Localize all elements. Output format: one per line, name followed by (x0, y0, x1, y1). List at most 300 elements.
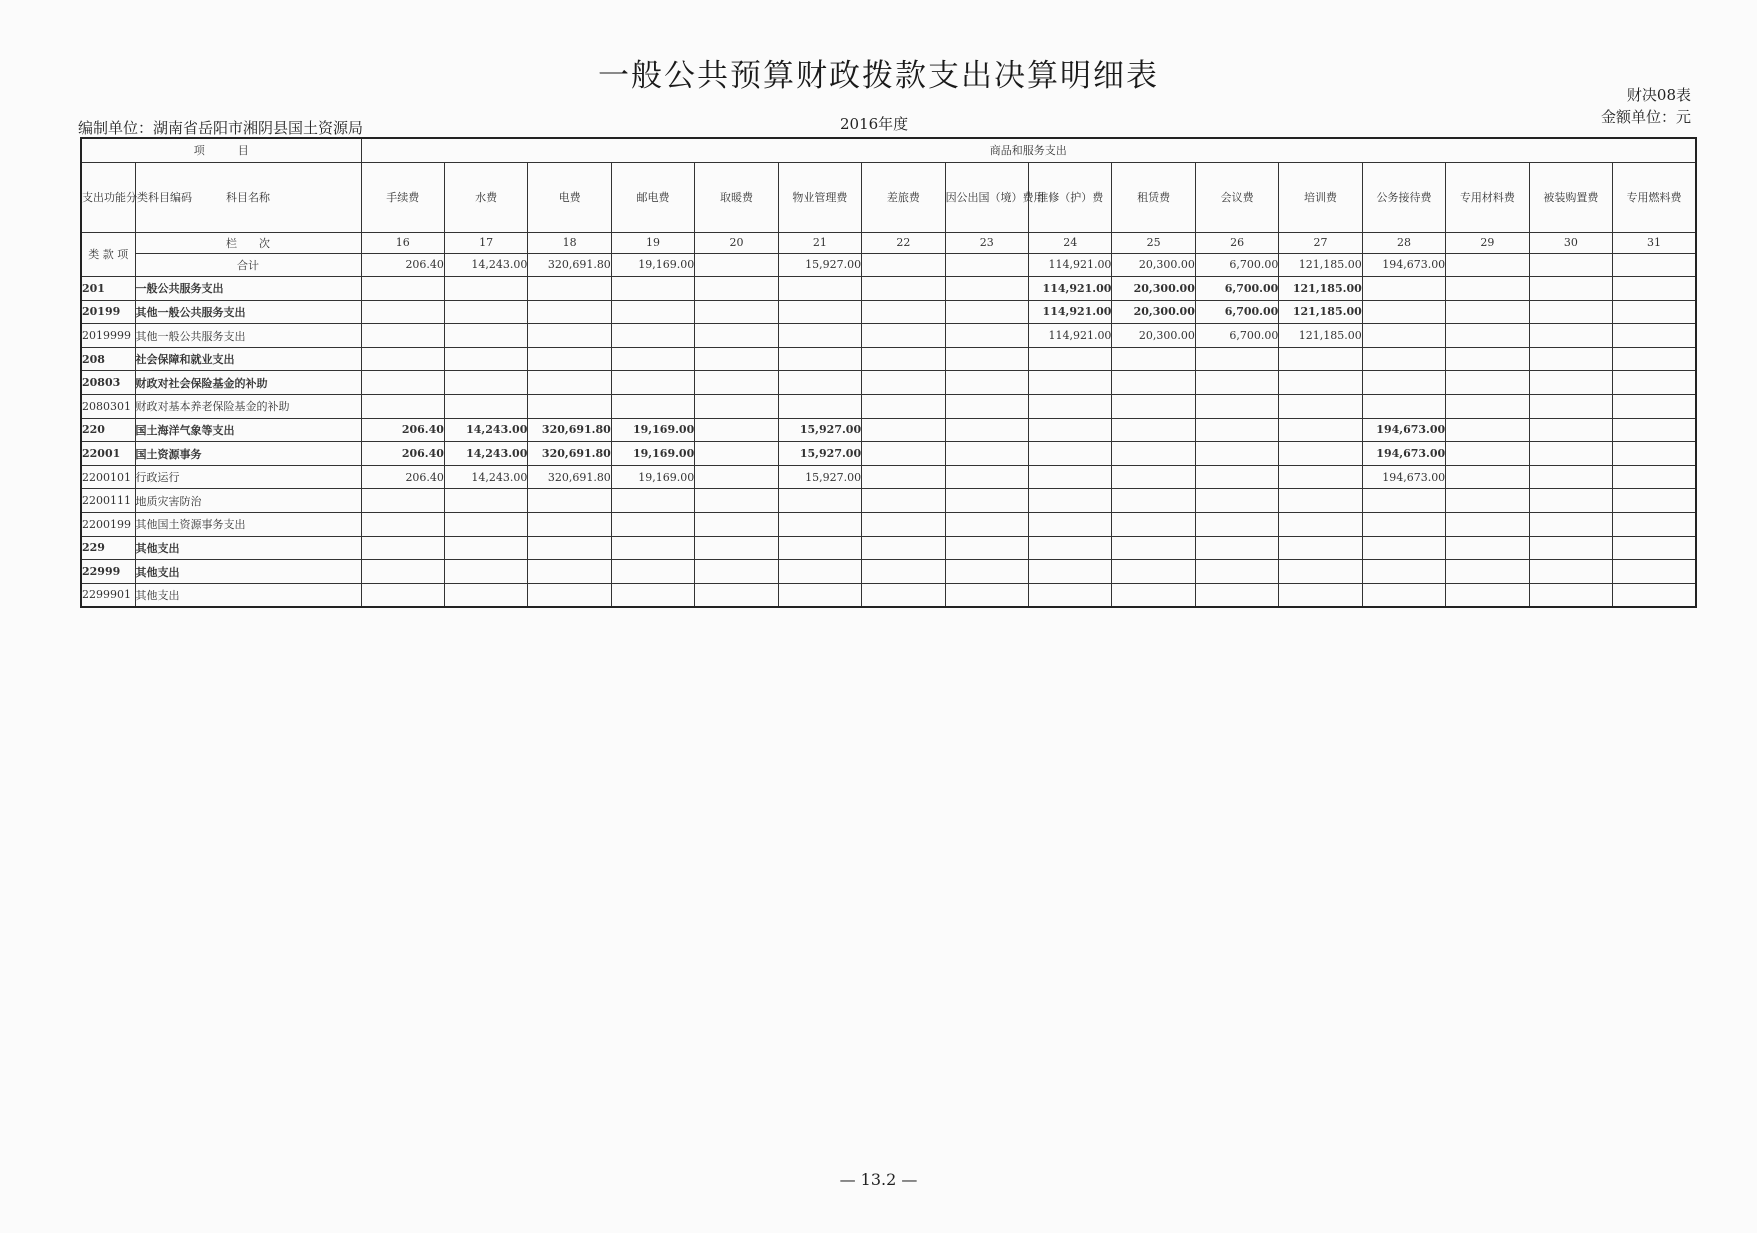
header-row-group (81, 138, 1696, 162)
column-header: 物业管理费 (778, 162, 861, 232)
header-code-label: 支出功能分类科目编码 (81, 162, 135, 232)
row-cell (1529, 277, 1612, 301)
table-row (81, 513, 1696, 537)
row-cell (444, 583, 527, 607)
row-name: 国土资源事务 (135, 442, 361, 466)
row-name: 行政运行 (135, 465, 361, 489)
row-cell (1362, 536, 1445, 560)
row-name: 其他支出 (135, 536, 361, 560)
row-cell (1279, 395, 1362, 419)
total-cell (862, 253, 945, 277)
header-lanci: 栏 次 (135, 232, 361, 253)
row-cell (444, 395, 527, 419)
row-cell: 19,169.00 (611, 465, 694, 489)
row-code: 2200199 (81, 513, 135, 537)
total-cell: 206.40 (361, 253, 444, 277)
row-cell (361, 536, 444, 560)
total-cell: 121,185.00 (1279, 253, 1362, 277)
column-number: 18 (528, 232, 611, 253)
row-cell (862, 560, 945, 584)
column-number: 24 (1029, 232, 1112, 253)
row-name: 地质灾害防治 (135, 489, 361, 513)
column-header: 手续费 (361, 162, 444, 232)
row-cell (528, 583, 611, 607)
column-header: 水费 (444, 162, 527, 232)
row-cell (444, 536, 527, 560)
row-cell (945, 465, 1028, 489)
row-cell (1529, 300, 1612, 324)
row-cell: 114,921.00 (1029, 277, 1112, 301)
row-name: 财政对基本养老保险基金的补助 (135, 395, 361, 419)
row-cell (361, 560, 444, 584)
row-cell (1112, 513, 1195, 537)
row-cell (1446, 583, 1529, 607)
row-cell (528, 513, 611, 537)
table-row (81, 583, 1696, 607)
column-number: 27 (1279, 232, 1362, 253)
row-cell (444, 371, 527, 395)
row-cell (1279, 583, 1362, 607)
row-cell (1613, 418, 1696, 442)
total-cell: 320,691.80 (528, 253, 611, 277)
row-cell (945, 536, 1028, 560)
page-title: 一般公共预算财政拨款支出决算明细表 (598, 58, 1159, 94)
header-goods-services: 商品和服务支出 (361, 138, 1696, 162)
total-cell: 20,300.00 (1112, 253, 1195, 277)
row-cell: 20,300.00 (1112, 324, 1195, 348)
total-cell (695, 253, 778, 277)
row-cell (528, 395, 611, 419)
row-cell (695, 489, 778, 513)
row-cell (1446, 277, 1529, 301)
row-cell (1446, 489, 1529, 513)
row-cell (1195, 442, 1278, 466)
row-cell (1195, 395, 1278, 419)
row-cell (1362, 583, 1445, 607)
row-cell (1446, 442, 1529, 466)
row-cell (695, 583, 778, 607)
row-cell (1279, 513, 1362, 537)
column-header: 公务接待费 (1362, 162, 1445, 232)
row-cell: 6,700.00 (1195, 324, 1278, 348)
row-cell (361, 583, 444, 607)
row-code: 201 (81, 277, 135, 301)
row-cell (444, 300, 527, 324)
column-number: 30 (1529, 232, 1612, 253)
row-cell (528, 300, 611, 324)
row-cell: 14,243.00 (444, 465, 527, 489)
row-cell: 15,927.00 (778, 442, 861, 466)
row-cell (1195, 583, 1278, 607)
row-cell (1362, 300, 1445, 324)
row-cell (945, 489, 1028, 513)
column-number: 17 (444, 232, 527, 253)
row-cell (1613, 300, 1696, 324)
column-header: 取暖费 (695, 162, 778, 232)
column-header: 邮电费 (611, 162, 694, 232)
row-code: 22999 (81, 560, 135, 584)
row-cell (1029, 583, 1112, 607)
row-cell (1112, 465, 1195, 489)
row-cell: 20,300.00 (1112, 277, 1195, 301)
table-row (81, 560, 1696, 584)
row-cell: 206.40 (361, 465, 444, 489)
row-cell (1529, 371, 1612, 395)
row-cell (695, 536, 778, 560)
row-cell: 320,691.80 (528, 442, 611, 466)
row-cell (1112, 489, 1195, 513)
row-cell (1613, 583, 1696, 607)
row-cell (611, 536, 694, 560)
row-cell (1529, 513, 1612, 537)
row-cell (1446, 324, 1529, 348)
row-cell (444, 489, 527, 513)
row-cell: 121,185.00 (1279, 300, 1362, 324)
row-cell (1112, 536, 1195, 560)
row-cell (1195, 371, 1278, 395)
row-cell (1613, 560, 1696, 584)
row-cell (611, 513, 694, 537)
row-cell (695, 347, 778, 371)
row-cell (1029, 371, 1112, 395)
row-cell: 194,673.00 (1362, 442, 1445, 466)
row-code: 2019999 (81, 324, 135, 348)
total-cell: 194,673.00 (1362, 253, 1445, 277)
row-cell (1112, 347, 1195, 371)
row-cell (1613, 277, 1696, 301)
row-name: 其他一般公共服务支出 (135, 300, 361, 324)
row-code: 2200101 (81, 465, 135, 489)
row-cell (945, 418, 1028, 442)
row-cell: 14,243.00 (444, 442, 527, 466)
page-number: — 13.2 — (839, 1170, 918, 1189)
row-cell (1195, 347, 1278, 371)
row-cell (945, 395, 1028, 419)
row-cell (695, 465, 778, 489)
row-cell (361, 347, 444, 371)
row-cell (1029, 442, 1112, 466)
row-cell (778, 300, 861, 324)
row-name: 其他一般公共服务支出 (135, 324, 361, 348)
total-cell: 6,700.00 (1195, 253, 1278, 277)
column-number: 20 (695, 232, 778, 253)
row-cell (1613, 442, 1696, 466)
expenditure-table (80, 137, 1697, 608)
row-cell (1029, 489, 1112, 513)
row-cell (945, 442, 1028, 466)
row-cell (444, 347, 527, 371)
column-number: 16 (361, 232, 444, 253)
row-cell: 121,185.00 (1279, 277, 1362, 301)
form-number: 财决08表 (1626, 86, 1691, 104)
row-cell (1529, 442, 1612, 466)
table-row (81, 300, 1696, 324)
row-cell (695, 300, 778, 324)
row-cell (1446, 371, 1529, 395)
column-number: 29 (1446, 232, 1529, 253)
row-cell (695, 560, 778, 584)
column-number: 19 (611, 232, 694, 253)
row-cell (945, 277, 1028, 301)
row-cell (1279, 442, 1362, 466)
row-cell (611, 560, 694, 584)
row-cell: 206.40 (361, 442, 444, 466)
column-header: 差旅费 (862, 162, 945, 232)
row-cell (1195, 513, 1278, 537)
row-cell (862, 300, 945, 324)
row-cell (1613, 371, 1696, 395)
column-header: 因公出国（境）费用 (945, 162, 1028, 232)
row-cell (1362, 277, 1445, 301)
row-cell (444, 277, 527, 301)
column-number: 22 (862, 232, 945, 253)
column-number: 25 (1112, 232, 1195, 253)
row-code: 2080301 (81, 395, 135, 419)
row-cell (1529, 560, 1612, 584)
row-cell (1613, 536, 1696, 560)
row-cell (1112, 583, 1195, 607)
row-name: 财政对社会保险基金的补助 (135, 371, 361, 395)
row-cell (528, 560, 611, 584)
total-cell: 14,243.00 (444, 253, 527, 277)
row-cell (1529, 347, 1612, 371)
row-code: 2200111 (81, 489, 135, 513)
row-cell (1029, 418, 1112, 442)
row-cell (361, 489, 444, 513)
header-project: 项 目 (81, 138, 361, 162)
row-cell (778, 583, 861, 607)
row-cell (945, 300, 1028, 324)
row-cell: 20,300.00 (1112, 300, 1195, 324)
row-code: 22001 (81, 442, 135, 466)
row-cell (361, 513, 444, 537)
row-cell (862, 465, 945, 489)
row-cell (1446, 513, 1529, 537)
row-cell (695, 442, 778, 466)
row-cell (611, 300, 694, 324)
table-row (81, 371, 1696, 395)
row-cell (945, 583, 1028, 607)
row-cell (1195, 536, 1278, 560)
row-name: 国土海洋气象等支出 (135, 418, 361, 442)
row-cell (1446, 395, 1529, 419)
row-code: 229 (81, 536, 135, 560)
row-cell (1613, 489, 1696, 513)
total-cell (1446, 253, 1529, 277)
total-cell: 15,927.00 (778, 253, 861, 277)
row-cell (361, 324, 444, 348)
row-cell: 121,185.00 (1279, 324, 1362, 348)
row-cell: 6,700.00 (1195, 300, 1278, 324)
row-cell (945, 324, 1028, 348)
total-label: 合计 (135, 253, 361, 277)
row-cell (695, 418, 778, 442)
row-cell (1613, 513, 1696, 537)
row-cell (1029, 536, 1112, 560)
amount-unit: 金额单位：元 (1600, 108, 1691, 126)
row-cell (1613, 395, 1696, 419)
row-cell (528, 371, 611, 395)
row-cell (1362, 489, 1445, 513)
column-header: 租赁费 (1112, 162, 1195, 232)
row-cell (361, 395, 444, 419)
row-cell (528, 324, 611, 348)
row-cell (1446, 418, 1529, 442)
row-cell (862, 442, 945, 466)
row-cell (1029, 465, 1112, 489)
row-cell: 114,921.00 (1029, 324, 1112, 348)
fiscal-year: 2016年度 (840, 115, 909, 133)
row-cell: 320,691.80 (528, 465, 611, 489)
row-cell (611, 371, 694, 395)
row-cell (1279, 371, 1362, 395)
row-cell (862, 324, 945, 348)
row-cell (945, 347, 1028, 371)
row-cell (1195, 465, 1278, 489)
row-cell (1446, 560, 1529, 584)
row-cell (611, 347, 694, 371)
row-cell: 194,673.00 (1362, 465, 1445, 489)
row-cell: 19,169.00 (611, 442, 694, 466)
row-cell (945, 371, 1028, 395)
compiling-unit: 编制单位：湖南省岳阳市湘阴县国土资源局 (78, 119, 364, 137)
table-row (81, 418, 1696, 442)
row-cell (862, 536, 945, 560)
total-cell (945, 253, 1028, 277)
column-number: 26 (1195, 232, 1278, 253)
table-row (81, 465, 1696, 489)
header-name-label: 科目名称 (135, 162, 361, 232)
table-row (81, 442, 1696, 466)
row-cell (1112, 395, 1195, 419)
total-cell (1613, 253, 1696, 277)
column-number: 28 (1362, 232, 1445, 253)
row-cell (361, 277, 444, 301)
column-header: 电费 (528, 162, 611, 232)
row-cell (1112, 442, 1195, 466)
row-cell (778, 489, 861, 513)
row-cell (695, 277, 778, 301)
row-cell (361, 371, 444, 395)
row-cell (695, 395, 778, 419)
row-cell (528, 347, 611, 371)
row-cell (862, 347, 945, 371)
row-cell: 19,169.00 (611, 418, 694, 442)
row-cell (611, 583, 694, 607)
row-cell (444, 560, 527, 584)
row-cell (695, 324, 778, 348)
row-cell (361, 300, 444, 324)
table-row (81, 395, 1696, 419)
row-cell (1029, 347, 1112, 371)
total-cell: 114,921.00 (1029, 253, 1112, 277)
row-cell (1279, 418, 1362, 442)
row-cell (1029, 513, 1112, 537)
row-cell (444, 513, 527, 537)
row-cell (1112, 418, 1195, 442)
row-cell (695, 371, 778, 395)
row-code: 220 (81, 418, 135, 442)
row-cell (862, 513, 945, 537)
row-cell (945, 560, 1028, 584)
column-header: 培训费 (1279, 162, 1362, 232)
row-cell (695, 513, 778, 537)
row-cell (1195, 489, 1278, 513)
total-cell (1529, 253, 1612, 277)
row-cell (1112, 560, 1195, 584)
row-cell: 320,691.80 (528, 418, 611, 442)
row-cell (1529, 489, 1612, 513)
row-cell: 114,921.00 (1029, 300, 1112, 324)
row-cell (1279, 536, 1362, 560)
row-name: 其他支出 (135, 583, 361, 607)
row-cell (611, 324, 694, 348)
table-row (81, 536, 1696, 560)
row-cell (778, 347, 861, 371)
row-cell (1613, 347, 1696, 371)
column-header: 专用材料费 (1446, 162, 1529, 232)
row-cell (528, 536, 611, 560)
row-cell (1362, 560, 1445, 584)
row-cell (1446, 347, 1529, 371)
header-lei-kuan-xiang: 类 款 项 (81, 232, 135, 277)
row-cell (778, 277, 861, 301)
row-code: 20803 (81, 371, 135, 395)
row-cell (1362, 395, 1445, 419)
row-cell: 15,927.00 (778, 418, 861, 442)
row-cell (1279, 560, 1362, 584)
row-cell (1446, 536, 1529, 560)
row-cell (1029, 395, 1112, 419)
row-cell (1529, 395, 1612, 419)
row-cell (528, 489, 611, 513)
row-cell (1613, 465, 1696, 489)
row-cell (1362, 324, 1445, 348)
column-header: 被装购置费 (1529, 162, 1612, 232)
row-cell (862, 418, 945, 442)
table-row (81, 489, 1696, 513)
row-cell: 206.40 (361, 418, 444, 442)
row-cell (1362, 347, 1445, 371)
row-cell (862, 371, 945, 395)
column-number: 31 (1613, 232, 1696, 253)
column-header: 专用燃料费 (1613, 162, 1696, 232)
table-row (81, 324, 1696, 348)
row-cell (778, 324, 861, 348)
row-cell (1195, 560, 1278, 584)
row-cell: 15,927.00 (778, 465, 861, 489)
total-cell: 19,169.00 (611, 253, 694, 277)
column-number: 23 (945, 232, 1028, 253)
row-cell (1529, 324, 1612, 348)
row-cell (444, 324, 527, 348)
row-name: 其他支出 (135, 560, 361, 584)
header-row-columns (81, 162, 1696, 232)
row-cell: 6,700.00 (1195, 277, 1278, 301)
row-code: 20199 (81, 300, 135, 324)
row-cell (862, 395, 945, 419)
row-cell (1362, 513, 1445, 537)
column-header: 维修（护）费 (1029, 162, 1112, 232)
row-cell (1029, 560, 1112, 584)
row-cell (1279, 347, 1362, 371)
row-cell (1279, 489, 1362, 513)
row-code: 2299901 (81, 583, 135, 607)
row-name: 一般公共服务支出 (135, 277, 361, 301)
total-row (81, 253, 1696, 277)
row-cell (778, 560, 861, 584)
table-row (81, 277, 1696, 301)
